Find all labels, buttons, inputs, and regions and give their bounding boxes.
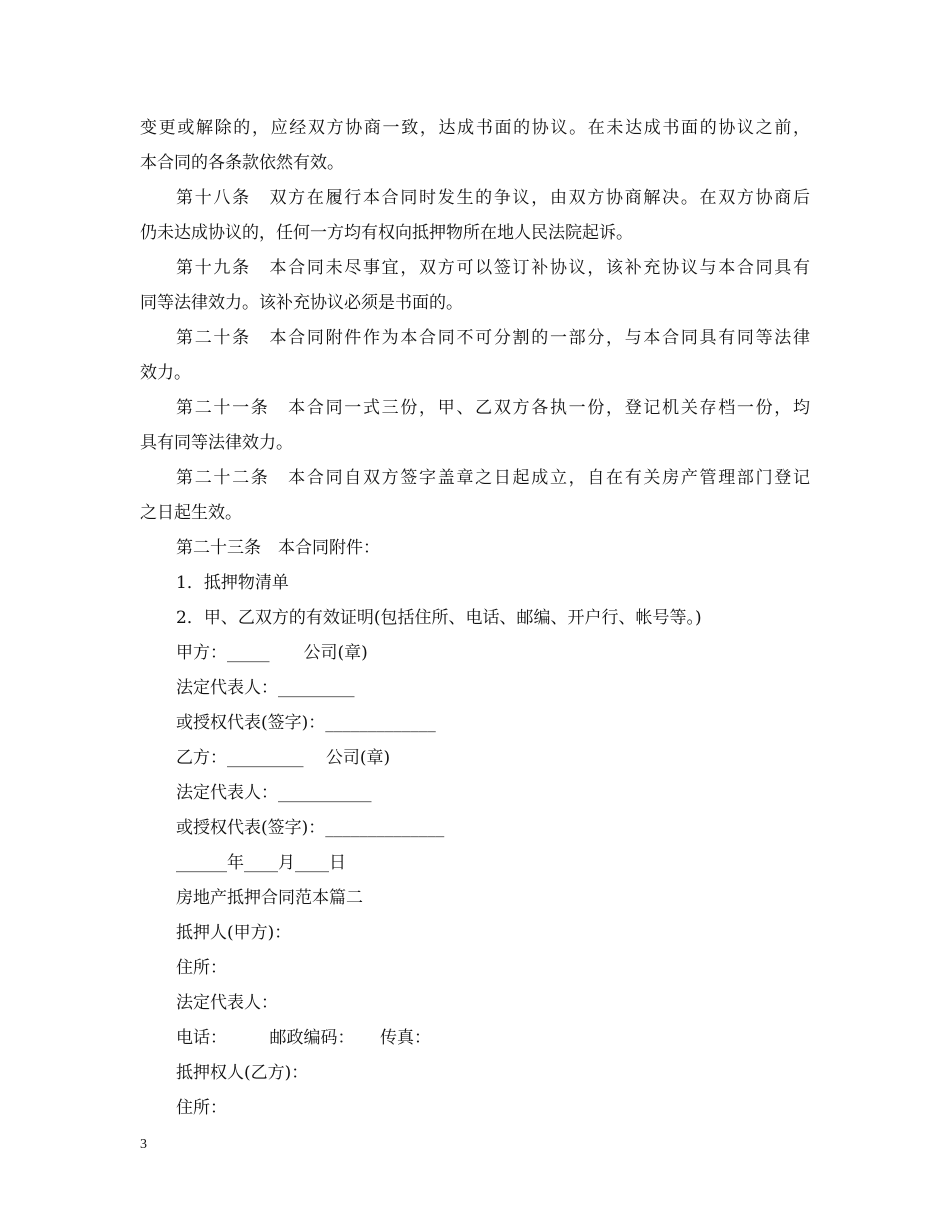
address-line: 住所： xyxy=(176,1098,227,1118)
address-line: 住所： xyxy=(176,958,227,978)
article-19-line: 第十九条 本合同未尽事宜，双方可以签订补协议，该补充协议与本合同具有 xyxy=(176,258,810,278)
paragraph-line: 同等法律效力。该补充协议必须是书面的。 xyxy=(140,293,463,313)
paragraph-line: 变更或解除的，应经双方协商一致，达成书面的协议。在未达成书面的协议之前， xyxy=(140,118,810,138)
date-line: ______年____月____日 xyxy=(176,853,346,873)
article-21-line: 第二十一条 本合同一式三份，甲、乙双方各执一份，登记机关存档一份，均 xyxy=(176,398,810,418)
paragraph-line: 效力。 xyxy=(140,363,191,383)
article-20-line: 第二十条 本合同附件作为本合同不可分割的一部分，与本合同具有同等法律 xyxy=(176,328,810,348)
contact-info-line: 电话： 邮政编码： 传真： xyxy=(176,1028,431,1048)
mortgagee-line: 抵押权人(乙方)： xyxy=(176,1063,309,1083)
paragraph-line: 之日起生效。 xyxy=(140,503,242,523)
party-b-line: 乙方：_________ 公司(章) xyxy=(176,748,391,768)
paragraph-line: 具有同等法律效力。 xyxy=(140,433,293,453)
party-a-line: 甲方：_____ 公司(章) xyxy=(176,643,368,663)
authorized-signature-line: 或授权代表(签字)：_____________ xyxy=(176,713,436,733)
mortgagor-line: 抵押人(甲方)： xyxy=(176,923,292,943)
attachment-item-2: 2．甲、乙双方的有效证明(包括住所、电话、邮编、开户行、帐号等。) xyxy=(176,608,702,628)
page-number: 3 xyxy=(140,1137,147,1152)
article-22-line: 第二十二条 本合同自双方签字盖章之日起成立，自在有关房产管理部门登记 xyxy=(176,468,810,488)
section-title: 房地产抵押合同范本篇二 xyxy=(176,888,363,908)
legal-representative-line: 法定代表人：_________ xyxy=(176,678,355,698)
article-18-line: 第十八条 双方在履行本合同时发生的争议，由双方协商解决。在双方协商后 xyxy=(176,188,810,208)
authorized-signature-line: 或授权代表(签字)：______________ xyxy=(176,818,445,838)
paragraph-line: 仍未达成协议的，任何一方均有权向抵押物所在地人民法院起诉。 xyxy=(140,223,633,243)
paragraph-line: 本合同的各条款依然有效。 xyxy=(140,153,344,173)
legal-representative-line: 法定代表人： xyxy=(176,993,278,1013)
attachment-item-1: 1．抵押物清单 xyxy=(176,573,289,593)
legal-representative-line: 法定代表人：___________ xyxy=(176,783,372,803)
article-23-line: 第二十三条 本合同附件： xyxy=(176,538,380,558)
